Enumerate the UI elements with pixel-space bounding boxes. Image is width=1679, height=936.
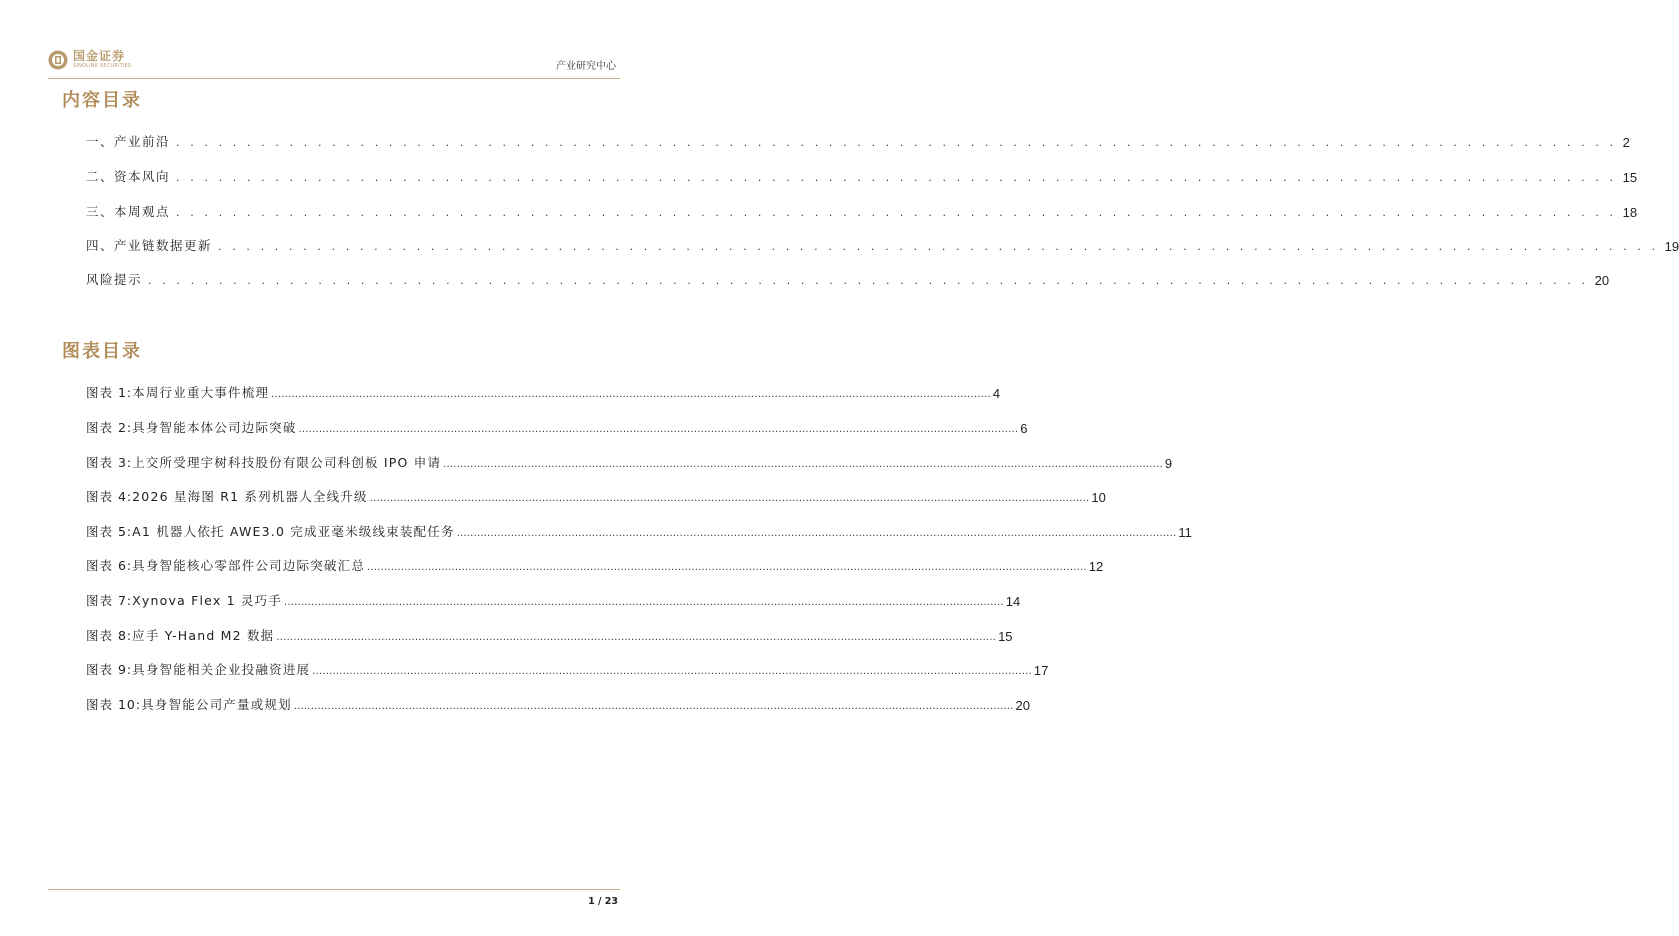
figure-entry-1[interactable] bbox=[86, 381, 1001, 401]
leader-dots: . . . . . . . . . . . . . . . . . . . . . . . . . . . . . . . . . . . . . . . . . . . . . . . . . . . . . . . . . . . . . . . . . . . . . . . . . . . . . . . . . . . . . . . . . . . . . . . . . . . . . . bbox=[176, 171, 1617, 184]
figure-entry-3[interactable] bbox=[86, 451, 1173, 471]
figure-page: 20 bbox=[1015, 698, 1030, 713]
header-divider bbox=[48, 78, 620, 79]
logo-en: SINOLINK SECURITIES bbox=[73, 63, 132, 69]
toc-entry-label: 三、本周观点 bbox=[86, 204, 171, 219]
figure-page: 6 bbox=[1020, 421, 1028, 436]
figure-entry-4[interactable] bbox=[86, 485, 1106, 505]
figure-label: 上交所受理宇树科技股份有限公司科创板 IPO 申请 bbox=[132, 455, 442, 470]
figure-entry-6[interactable] bbox=[86, 554, 1104, 574]
page-indicator: 1 / 23 bbox=[588, 896, 618, 907]
figure-page: 12 bbox=[1088, 559, 1104, 574]
figure-label: 具身智能公司产量或规划 bbox=[141, 697, 292, 712]
leader-dots: ..................................................................................................................................................................................................................... bbox=[456, 528, 1177, 539]
toc-entry-page: 20 bbox=[1594, 273, 1610, 288]
toc-entry-1[interactable] bbox=[86, 130, 1630, 150]
company-logo bbox=[48, 46, 131, 74]
toc-entry-3[interactable] bbox=[86, 200, 1638, 220]
figure-label: 具身智能本体公司边际突破 bbox=[132, 420, 297, 435]
toc-entry-label: 一、产业前沿 bbox=[86, 134, 171, 149]
figure-number: 图表 3: bbox=[86, 455, 133, 470]
figure-number: 图表 8: bbox=[86, 628, 133, 643]
logo-text bbox=[73, 50, 131, 70]
figure-label: Xynova Flex 1 灵巧手 bbox=[132, 593, 283, 608]
footer-divider bbox=[48, 889, 620, 890]
figure-page: 14 bbox=[1005, 594, 1021, 609]
figure-number: 图表 4: bbox=[86, 489, 133, 504]
toc-entry-page: 19 bbox=[1664, 239, 1679, 254]
toc-entry-label: 风险提示 bbox=[86, 272, 143, 287]
leader-dots: ..................................................................................................................................................................................................................... bbox=[443, 459, 1163, 470]
leader-dots: ..................................................................................................................................................................................................................... bbox=[367, 562, 1087, 573]
logo-mark-icon bbox=[48, 50, 68, 70]
toc-entry-page: 2 bbox=[1622, 135, 1630, 150]
leader-dots: ..................................................................................................................................................................................................................... bbox=[284, 597, 1004, 608]
leader-dots: ..................................................................................................................................................................................................................... bbox=[312, 666, 1032, 677]
leader-dots: . . . . . . . . . . . . . . . . . . . . . . . . . . . . . . . . . . . . . . . . . . . . . . . . . . . . . . . . . . . . . . . . . . . . . . . . . . . . . . . . . . . . . . . . . . . . . . . . . . . . . . bbox=[148, 274, 1589, 287]
figure-number: 图表 9: bbox=[86, 662, 133, 677]
toc-entry-page: 18 bbox=[1622, 205, 1638, 220]
toc-entry-5[interactable] bbox=[86, 268, 1610, 288]
figure-entry-7[interactable] bbox=[86, 589, 1021, 609]
figure-label: A1 机器人依托 AWE3.0 完成亚毫米级线束装配任务 bbox=[132, 524, 455, 539]
logo-cn: 国金证券 bbox=[73, 49, 126, 63]
figure-number: 图表 2: bbox=[86, 420, 133, 435]
figure-entry-2[interactable] bbox=[86, 416, 1028, 436]
page-header bbox=[48, 46, 618, 78]
toc-entry-label: 二、资本风向 bbox=[86, 169, 171, 184]
figure-page: 4 bbox=[992, 386, 1001, 401]
figure-label: 应手 Y-Hand M2 数据 bbox=[132, 628, 275, 643]
leader-dots: . . . . . . . . . . . . . . . . . . . . . . . . . . . . . . . . . . . . . . . . . . . . . . . . . . . . . . . . . . . . . . . . . . . . . . . . . . . . . . . . . . . . . . . . . . . . . . . . . . . . . . bbox=[218, 240, 1659, 253]
figure-entry-8[interactable] bbox=[86, 624, 1013, 644]
leader-dots: ..................................................................................................................................................................................................................... bbox=[276, 632, 997, 643]
figures-title: 图表目录 bbox=[62, 341, 142, 362]
figure-label: 2026 星海图 R1 系列机器人全线升级 bbox=[132, 489, 368, 504]
leader-dots: . . . . . . . . . . . . . . . . . . . . . . . . . . . . . . . . . . . . . . . . . . . . . . . . . . . . . . . . . . . . . . . . . . . . . . . . . . . . . . . . . . . . . . . . . . . . . . . . . . . . . . bbox=[176, 206, 1617, 219]
figure-number: 图表 10: bbox=[86, 697, 142, 712]
figure-label: 本周行业重大事件梳理 bbox=[132, 385, 270, 400]
figure-page: 10 bbox=[1091, 490, 1106, 505]
figure-entry-10[interactable] bbox=[86, 693, 1030, 713]
leader-dots: ..................................................................................................................................................................................................................... bbox=[271, 389, 991, 400]
figure-page: 9 bbox=[1164, 456, 1173, 471]
figure-page: 17 bbox=[1033, 663, 1049, 678]
figure-page: 15 bbox=[998, 629, 1013, 644]
leader-dots: ..................................................................................................................................................................................................................... bbox=[369, 493, 1090, 504]
figure-number: 图表 7: bbox=[86, 593, 133, 608]
header-department: 产业研究中心 bbox=[556, 61, 616, 72]
contents-title: 内容目录 bbox=[62, 90, 142, 111]
toc-entry-page: 15 bbox=[1622, 170, 1638, 185]
toc-entry-label: 四、产业链数据更新 bbox=[86, 238, 213, 253]
toc-entry-2[interactable] bbox=[86, 165, 1638, 185]
leader-dots: ..................................................................................................................................................................................................................... bbox=[293, 701, 1014, 712]
toc-entry-4[interactable] bbox=[86, 234, 1679, 254]
leader-dots: . . . . . . . . . . . . . . . . . . . . . . . . . . . . . . . . . . . . . . . . . . . . . . . . . . . . . . . . . . . . . . . . . . . . . . . . . . . . . . . . . . . . . . . . . . . . . . . . . . . . . . bbox=[176, 136, 1617, 149]
figure-label: 具身智能核心零部件公司边际突破汇总 bbox=[132, 558, 366, 573]
leader-dots: ..................................................................................................................................................................................................................... bbox=[298, 424, 1019, 435]
figure-number: 图表 5: bbox=[86, 524, 133, 539]
figure-number: 图表 6: bbox=[86, 558, 133, 573]
figure-entry-9[interactable] bbox=[86, 658, 1049, 678]
figure-entry-5[interactable] bbox=[86, 520, 1192, 540]
figure-number: 图表 1: bbox=[86, 385, 133, 400]
figure-page: 11 bbox=[1178, 525, 1192, 540]
figure-label: 具身智能相关企业投融资进展 bbox=[132, 662, 311, 677]
